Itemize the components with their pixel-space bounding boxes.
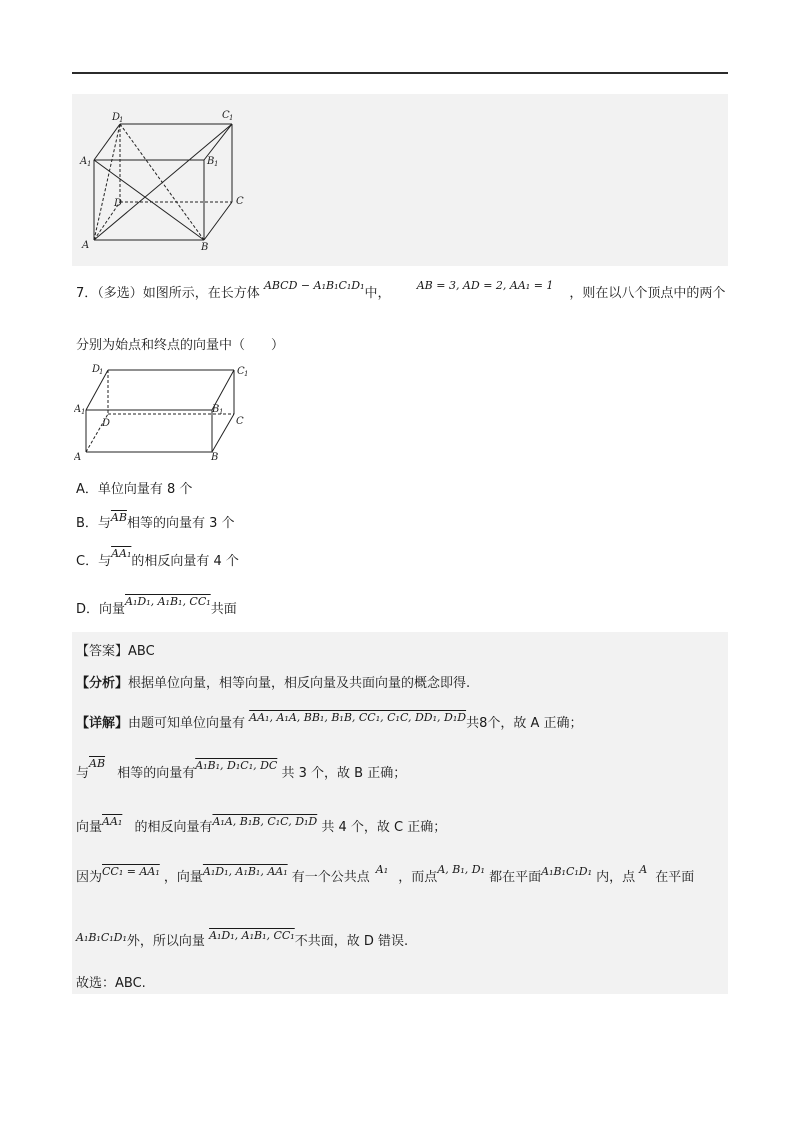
- q-label-C1: C: [237, 366, 245, 377]
- label-B1: B: [207, 156, 215, 167]
- question-line-1: 7．（多选）如图所示，在长方体 $^{ABCD - A_1B_1C_1D_1}$中， $^{AB = 3, AD = 2, AA_1 = 1}$，则在以八个顶点中的两个: [76, 279, 726, 301]
- q-label-D: D: [102, 418, 111, 429]
- detail-line-1: 【详解】由题可知单位向量有 $^{AA_1, A_1A, BB_1, B_1B, CC_1, C_1C, DD_1, D_1D}$共8个，故 A 正确；: [76, 711, 583, 731]
- choice-line: 故选：ABC.: [76, 976, 146, 991]
- option-d: D．向量$^{A_1D_1, A_1B_1, CC_1}$共面: [76, 595, 237, 617]
- svg-text:1: 1: [99, 368, 104, 376]
- svg-text:1: 1: [214, 160, 219, 168]
- q-label-B1: B: [212, 404, 220, 415]
- svg-text:1: 1: [229, 114, 234, 122]
- svg-text:1: 1: [81, 408, 86, 416]
- svg-text:1: 1: [119, 116, 124, 124]
- detail-line-4: 因为$^{CC_1 = AA_1}$ ，向量$^{A_1D_1, A_1B_1, AA_1}$ 有一个公共点$^{A_1}$ ，而点$^{A, B_1, D_1}$ 都在平面$^{A_1B_1C_1D_1}$ 内，点$^A$ 在平面: [76, 863, 695, 885]
- label-C: C: [236, 196, 244, 207]
- label-A: A: [82, 240, 90, 251]
- label-D1: D: [112, 112, 121, 123]
- detail-line-3: 向量$^{AA_1}$ 的相反向量有$^{A_1A, B_1B, C_1C, D_1D}$ 共 4 个，故 C 正确；: [76, 815, 447, 835]
- detail-line-5: $^{A_1B_1C_1D_1}$外，所以向量 $^{A_1D_1, A_1B_1, CC_1}$不共面，故 D 错误.: [76, 929, 409, 949]
- label-A1: A: [80, 156, 88, 167]
- label-D: D: [114, 198, 123, 209]
- cuboid-figure-top: [76, 100, 276, 264]
- option-c: C．与$^{AA_1}$的相反向量有 4 个: [76, 547, 239, 569]
- label-C1: C: [222, 110, 230, 121]
- q-label-C: C: [236, 416, 244, 427]
- cuboid-figure-question: [74, 362, 254, 470]
- header-rule: [72, 72, 728, 74]
- q-label-A1: A: [74, 404, 82, 415]
- label-B: B: [201, 242, 209, 253]
- q-label-A: A: [74, 452, 82, 463]
- option-a: A．单位向量有 8 个: [76, 482, 193, 497]
- svg-text:1: 1: [219, 408, 224, 416]
- answer-line: 【答案】ABC: [76, 644, 155, 659]
- detail-line-2: 与$^{\overline{AB}}$ 相等的向量有$^{A_1B_1, D_1C_1, DC}$ 共 3 个，故 B 正确；: [76, 757, 407, 781]
- q-label-B: B: [211, 452, 219, 463]
- analysis-line: 【分析】根据单位向量，相等向量，相反向量及共面向量的概念即得.: [76, 676, 471, 691]
- svg-text:1: 1: [87, 160, 92, 168]
- svg-text:1: 1: [244, 370, 249, 378]
- option-b: B．与$^{\overline{AB}}$相等的向量有 3 个: [76, 511, 235, 531]
- question-line-2: 分别为始点和终点的向量中（ ）: [76, 338, 285, 353]
- q-label-D1: D: [92, 364, 101, 375]
